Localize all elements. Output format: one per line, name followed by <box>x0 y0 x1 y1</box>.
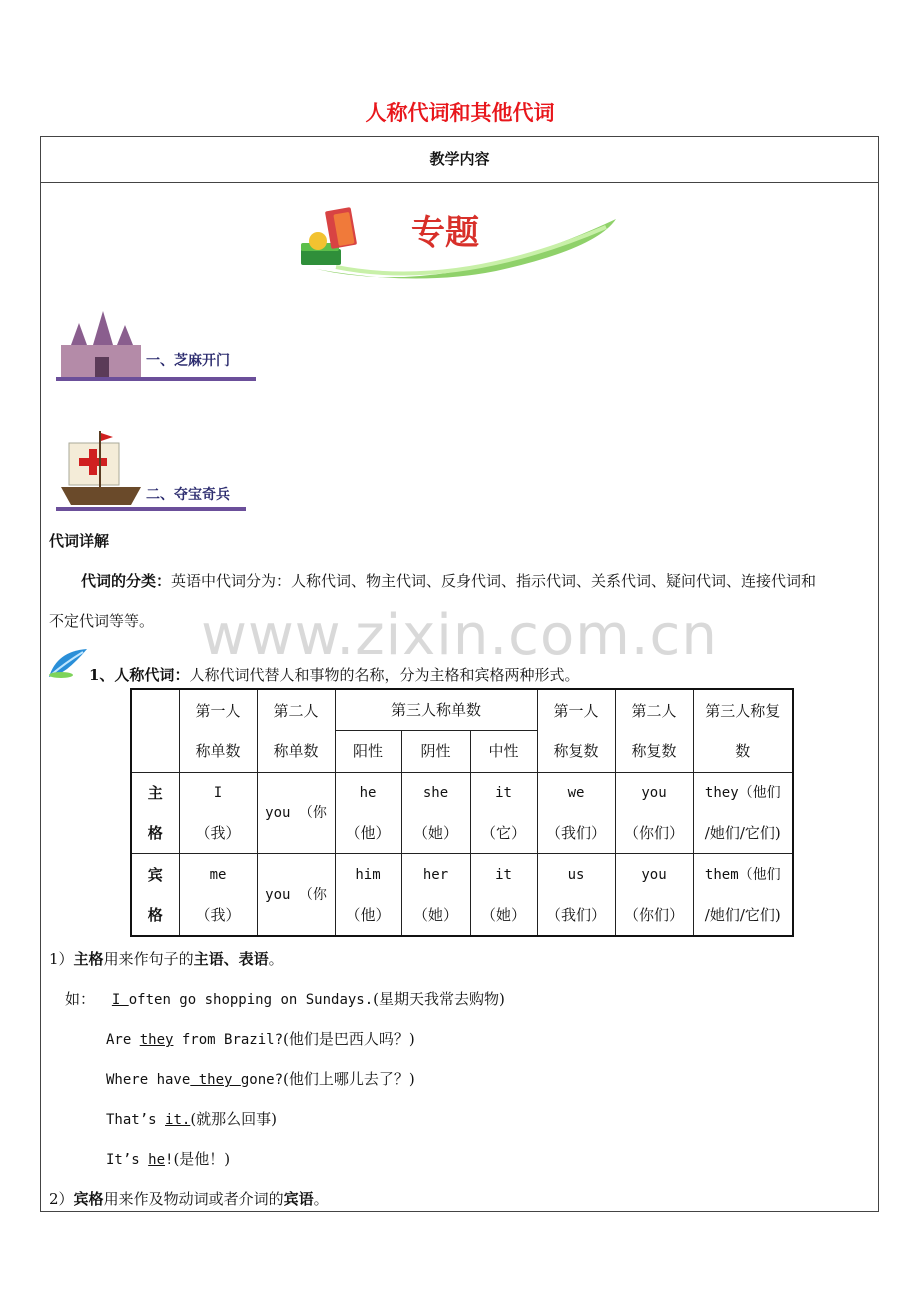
section1-castle-image <box>51 305 261 390</box>
row-label-subjective: 主 格 <box>131 772 179 854</box>
table-cell: them（他们 /她们/它们) <box>693 854 793 936</box>
personal-pronoun-line <box>89 665 870 685</box>
usage-objective: 2）宾格用来作及物动词或者介词的宾语。 <box>49 1190 329 1208</box>
header-second-singular: 第二人 称单数 <box>257 689 335 772</box>
usage-subjective: 1）主格用来作句子的主语、表语。 <box>49 950 284 968</box>
table-cell: he （他） <box>335 772 401 854</box>
table-cell: you （你 <box>257 854 335 936</box>
header-second-plural: 第二人 称复数 <box>615 689 693 772</box>
table-cell: you （你 <box>257 772 335 854</box>
example-2: Are they from Brazil?(他们是巴西人吗？) <box>106 1030 415 1048</box>
header-first-singular: 第一人 称单数 <box>179 689 257 772</box>
personal-pronoun-label: 1、人称代词： <box>89 666 190 684</box>
header-feminine: 阴性 <box>401 731 470 772</box>
header-third-plural: 第三人称复 数 <box>693 689 793 772</box>
example-1: 如： I often go shopping on Sundays.(星期天我常去购物) <box>65 990 505 1008</box>
table-cell: me （我） <box>179 854 257 936</box>
section1-title: 一、芝麻开门 <box>146 353 230 369</box>
table-cell: him （他） <box>335 854 401 936</box>
table-cell: I （我） <box>179 772 257 854</box>
header-third-singular: 第三人称单数 <box>335 689 537 731</box>
table-cell: it （它） <box>470 772 537 854</box>
table-header-row <box>131 689 793 731</box>
table-row-objective <box>131 854 793 936</box>
table-cell: you （你们） <box>615 854 693 936</box>
table-cell: we （我们） <box>537 772 615 854</box>
content-frame <box>40 136 879 1212</box>
row-label-objective: 宾 格 <box>131 854 179 936</box>
classification-label: 代词的分类： <box>81 572 172 590</box>
section-header: 教学内容 <box>41 137 878 183</box>
header-masculine: 阳性 <box>335 731 401 772</box>
example-5: It’s he!(是他！) <box>106 1150 231 1168</box>
intro-heading: 代词详解 <box>49 532 110 550</box>
feather-icon <box>47 647 89 679</box>
table-row-subjective <box>131 772 793 854</box>
table-corner-cell <box>131 689 179 772</box>
section2-ship-image <box>51 429 261 514</box>
classification-continued: 不定代词等等。 <box>49 612 155 630</box>
classification-text: 英语中代词分为：人称代词、物主代词、反身代词、指示代词、关系代词、疑问代词、连接代词和 <box>171 572 817 590</box>
page-title: 人称代词和其他代词 <box>365 100 555 125</box>
banner-text: 专题 <box>411 213 479 253</box>
example-3: Where have they gone?(他们上哪儿去了？) <box>106 1070 415 1088</box>
table-cell: us （我们） <box>537 854 615 936</box>
table-cell: you （你们） <box>615 772 693 854</box>
watermark: www.zixin.com.cn <box>201 603 718 668</box>
topic-banner-image <box>296 199 621 289</box>
table-cell: she （她） <box>401 772 470 854</box>
table-cell: it （她） <box>470 854 537 936</box>
table-cell: they（他们 /她们/它们) <box>693 772 793 854</box>
pronoun-table <box>130 688 794 937</box>
header-first-plural: 第一人 称复数 <box>537 689 615 772</box>
header-neuter: 中性 <box>470 731 537 772</box>
example-4: That’s it.(就那么回事) <box>106 1110 278 1128</box>
personal-pronoun-text: 人称代词代替人和事物的名称，分为主格和宾格两种形式。 <box>189 666 580 684</box>
table-cell: her （她） <box>401 854 470 936</box>
section2-title: 二、夺宝奇兵 <box>146 487 230 503</box>
classification-paragraph <box>49 571 870 591</box>
